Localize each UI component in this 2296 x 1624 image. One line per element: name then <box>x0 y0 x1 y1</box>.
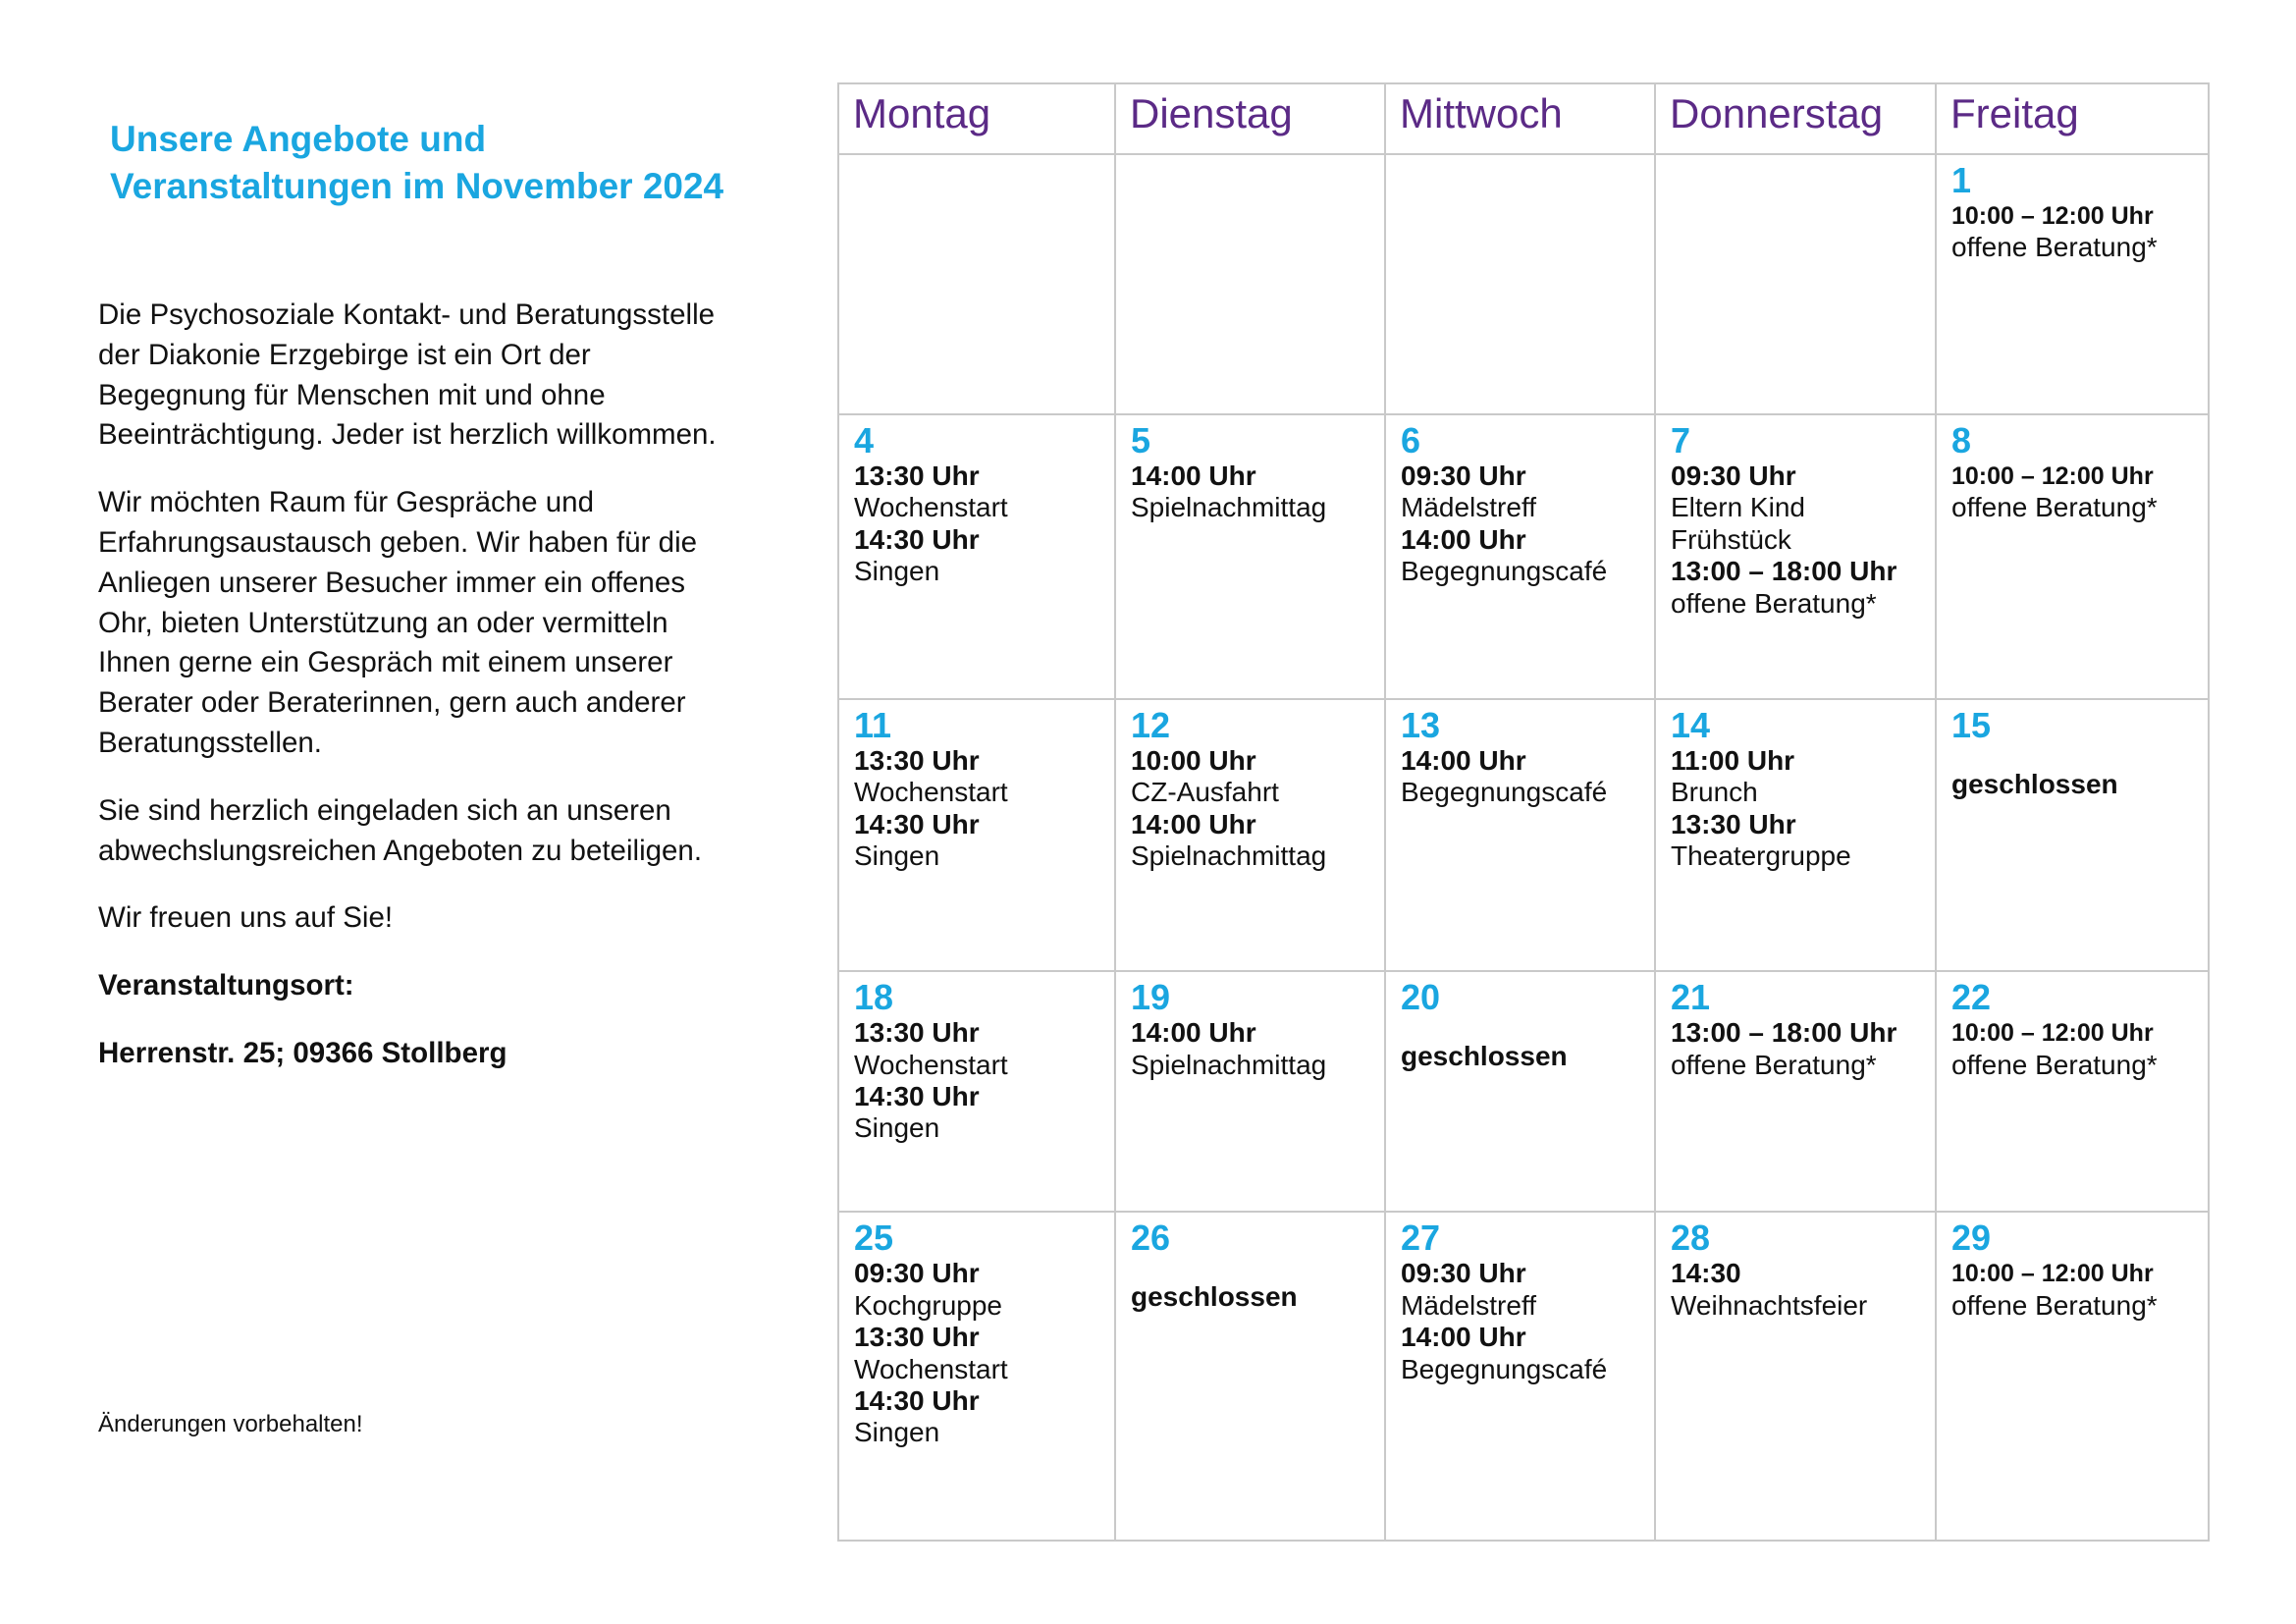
event-label: offene Beratung* <box>1951 232 2158 263</box>
calendar-day-cell <box>1655 414 1936 699</box>
calendar-week-row <box>838 1212 2209 1541</box>
calendar-day-cell <box>838 971 1115 1212</box>
calendar-day-cell <box>1655 971 1936 1212</box>
event-time: 13:30 Uhr <box>854 460 980 491</box>
event-label: Wochenstart <box>854 1049 1008 1080</box>
event-time: 11:00 Uhr <box>1671 744 1795 776</box>
event-label: Wochenstart <box>854 777 1008 808</box>
intro-panel <box>98 116 726 1102</box>
event-time: 14:00 Uhr <box>1131 460 1256 491</box>
closed-label: geschlossen <box>1401 1041 1568 1072</box>
day-number: 26 <box>1131 1218 1171 1259</box>
event-label: Spielnachmittag <box>1131 840 1327 872</box>
calendar-day-cell <box>1655 1212 1936 1541</box>
event-time: 14:00 Uhr <box>1131 808 1256 839</box>
calendar-day-cell <box>838 1212 1115 1541</box>
day-number: 14 <box>1671 704 1711 745</box>
event-time: 14:00 Uhr <box>1401 744 1526 776</box>
venue-address: Herrenstr. 25; 09366 Stollberg <box>98 1036 507 1069</box>
weekday-header-row <box>838 83 2209 154</box>
calendar-day-cell <box>1385 971 1655 1212</box>
day-number: 13 <box>1401 704 1441 745</box>
weekday-header: Montag <box>838 83 1115 154</box>
event-label: Wochenstart <box>854 1353 1008 1384</box>
event-label: offene Beratung* <box>1671 1049 1877 1080</box>
intro-paragraph: Wir freuen uns auf Sie! <box>98 901 394 935</box>
event-time: 14:00 Uhr <box>1401 523 1526 555</box>
day-number: 15 <box>1951 704 1992 745</box>
event-label: Begegnungscafé <box>1401 556 1608 587</box>
calendar-day-cell <box>1936 1212 2209 1541</box>
day-number: 1 <box>1951 160 1972 200</box>
event-label: Begegnungscafé <box>1401 1353 1608 1384</box>
event-time: 14:00 Uhr <box>1131 1017 1256 1049</box>
calendar-day-cell <box>1115 971 1385 1212</box>
day-number: 18 <box>854 977 894 1018</box>
day-number: 8 <box>1951 419 1972 460</box>
event-label: CZ-Ausfahrt <box>1131 777 1279 808</box>
event-label: Kochgruppe <box>854 1289 1003 1321</box>
calendar-day-cell <box>1936 971 2209 1212</box>
event-time: 10:00 – 12:00 Uhr <box>1951 202 2154 230</box>
day-number: 19 <box>1131 977 1171 1018</box>
event-label: offene Beratung* <box>1951 492 2158 523</box>
event-label: Singen <box>854 840 940 872</box>
event-time: 09:30 Uhr <box>1401 1258 1526 1289</box>
day-number: 20 <box>1401 977 1441 1018</box>
closed-label: geschlossen <box>1951 768 2118 799</box>
calendar-day-cell <box>1115 1212 1385 1541</box>
calendar-week-row <box>838 414 2209 699</box>
day-number: 28 <box>1671 1218 1711 1259</box>
day-number: 11 <box>854 704 892 745</box>
calendar-day-cell <box>1936 699 2209 971</box>
day-number: 6 <box>1401 419 1421 460</box>
calendar-day-cell <box>838 699 1115 971</box>
event-time: 14:30 Uhr <box>854 1081 980 1112</box>
event-time: 13:00 – 18:00 Uhr <box>1671 556 1897 587</box>
event-time: 14:30 Uhr <box>854 523 980 555</box>
calendar-body <box>838 154 2209 1541</box>
calendar-day-cell <box>838 414 1115 699</box>
event-time: 10:00 – 12:00 Uhr <box>1951 1260 2154 1288</box>
intro-text <box>98 296 726 1074</box>
event-label: Frühstück <box>1671 523 1791 555</box>
changes-note: Änderungen vorbehalten! <box>98 1411 363 1437</box>
calendar-empty-cell <box>1115 154 1385 414</box>
event-label: Begegnungscafé <box>1401 777 1608 808</box>
calendar-week-row <box>838 154 2209 414</box>
calendar-empty-cell <box>1385 154 1655 414</box>
event-time: 14:30 <box>1671 1258 1741 1289</box>
event-label: Brunch <box>1671 777 1758 808</box>
weekday-header: Mittwoch <box>1385 83 1655 154</box>
calendar-day-cell <box>1385 1212 1655 1541</box>
day-number: 22 <box>1951 977 1992 1018</box>
calendar-week-row <box>838 699 2209 971</box>
event-time: 13:30 Uhr <box>854 1017 980 1049</box>
event-time: 10:00 – 12:00 Uhr <box>1951 461 2154 490</box>
intro-paragraph: Sie sind herzlich eingeladen sich an unseren abwechslungsreichen Angeboten zu beteiligen. <box>98 793 703 867</box>
event-label: Wochenstart <box>854 492 1008 523</box>
day-number: 12 <box>1131 704 1171 745</box>
title-line-1: Unsere Angebote und <box>110 119 487 159</box>
weekday-header: Donnerstag <box>1655 83 1936 154</box>
calendar-day-cell <box>1655 699 1936 971</box>
day-number: 25 <box>854 1218 894 1259</box>
event-time: 10:00 – 12:00 Uhr <box>1951 1019 2154 1048</box>
page-title <box>110 116 726 210</box>
event-label: Mädelstreff <box>1401 492 1536 523</box>
event-label: Eltern Kind <box>1671 492 1805 523</box>
title-line-2: Veranstaltungen im November 2024 <box>110 166 724 206</box>
event-label: Singen <box>854 1417 940 1448</box>
event-label: Spielnachmittag <box>1131 492 1327 523</box>
day-number: 29 <box>1951 1218 1992 1259</box>
intro-paragraph: Die Psychosoziale Kontakt- und Beratungsstelle der Diakonie Erzgebirge ist ein Ort der Begegnung für Menschen mit und ohne Beeinträchtigung. Jeder ist herzlich willkommen. <box>98 298 717 452</box>
event-time: 14:30 Uhr <box>854 808 980 839</box>
intro-paragraph: Wir möchten Raum für Gespräche und Erfahrungsaustausch geben. Wir haben für die Anliegen unserer Besucher immer ein offenes Ohr, bieten Unterstützung an oder vermitteln Ihnen gerne ein Gespräch mit einem unserer Berater oder Beraterinnen, gern auch anderer Beratungsstellen. <box>98 486 698 759</box>
event-time: 13:00 – 18:00 Uhr <box>1671 1017 1897 1049</box>
calendar-day-cell <box>1936 414 2209 699</box>
calendar-day-cell <box>1385 699 1655 971</box>
event-time: 09:30 Uhr <box>1401 460 1526 491</box>
event-label: Weihnachtsfeier <box>1671 1289 1868 1321</box>
event-time: 13:30 Uhr <box>854 744 980 776</box>
calendar-day-cell <box>1385 414 1655 699</box>
event-label: Theatergruppe <box>1671 840 1851 872</box>
weekday-header: Dienstag <box>1115 83 1385 154</box>
day-number: 7 <box>1671 419 1691 460</box>
event-label: Spielnachmittag <box>1131 1049 1327 1080</box>
day-number: 27 <box>1401 1218 1441 1259</box>
calendar-day-cell <box>1936 154 2209 414</box>
event-calendar <box>837 82 2210 1542</box>
calendar-empty-cell <box>1655 154 1936 414</box>
event-label: Mädelstreff <box>1401 1289 1536 1321</box>
event-label: offene Beratung* <box>1951 1289 2158 1321</box>
calendar-empty-cell <box>838 154 1115 414</box>
closed-label: geschlossen <box>1131 1281 1298 1313</box>
calendar-week-row <box>838 971 2209 1212</box>
event-label: Singen <box>854 556 940 587</box>
event-time: 09:30 Uhr <box>854 1258 980 1289</box>
event-time: 14:30 Uhr <box>854 1385 980 1416</box>
event-time: 13:30 Uhr <box>1671 808 1796 839</box>
day-number: 21 <box>1671 977 1711 1018</box>
event-time: 13:30 Uhr <box>854 1322 980 1353</box>
event-time: 09:30 Uhr <box>1671 460 1796 491</box>
weekday-header: Freitag <box>1936 83 2209 154</box>
event-label: offene Beratung* <box>1951 1049 2158 1080</box>
day-number: 4 <box>854 419 875 460</box>
calendar-day-cell <box>1115 414 1385 699</box>
day-number: 5 <box>1131 419 1151 460</box>
event-time: 14:00 Uhr <box>1401 1322 1526 1353</box>
calendar-day-cell <box>1115 699 1385 971</box>
event-label: offene Beratung* <box>1671 587 1877 619</box>
venue-label: Veranstaltungsort: <box>98 969 354 1002</box>
event-label: Singen <box>854 1112 940 1144</box>
event-time: 10:00 Uhr <box>1131 744 1256 776</box>
